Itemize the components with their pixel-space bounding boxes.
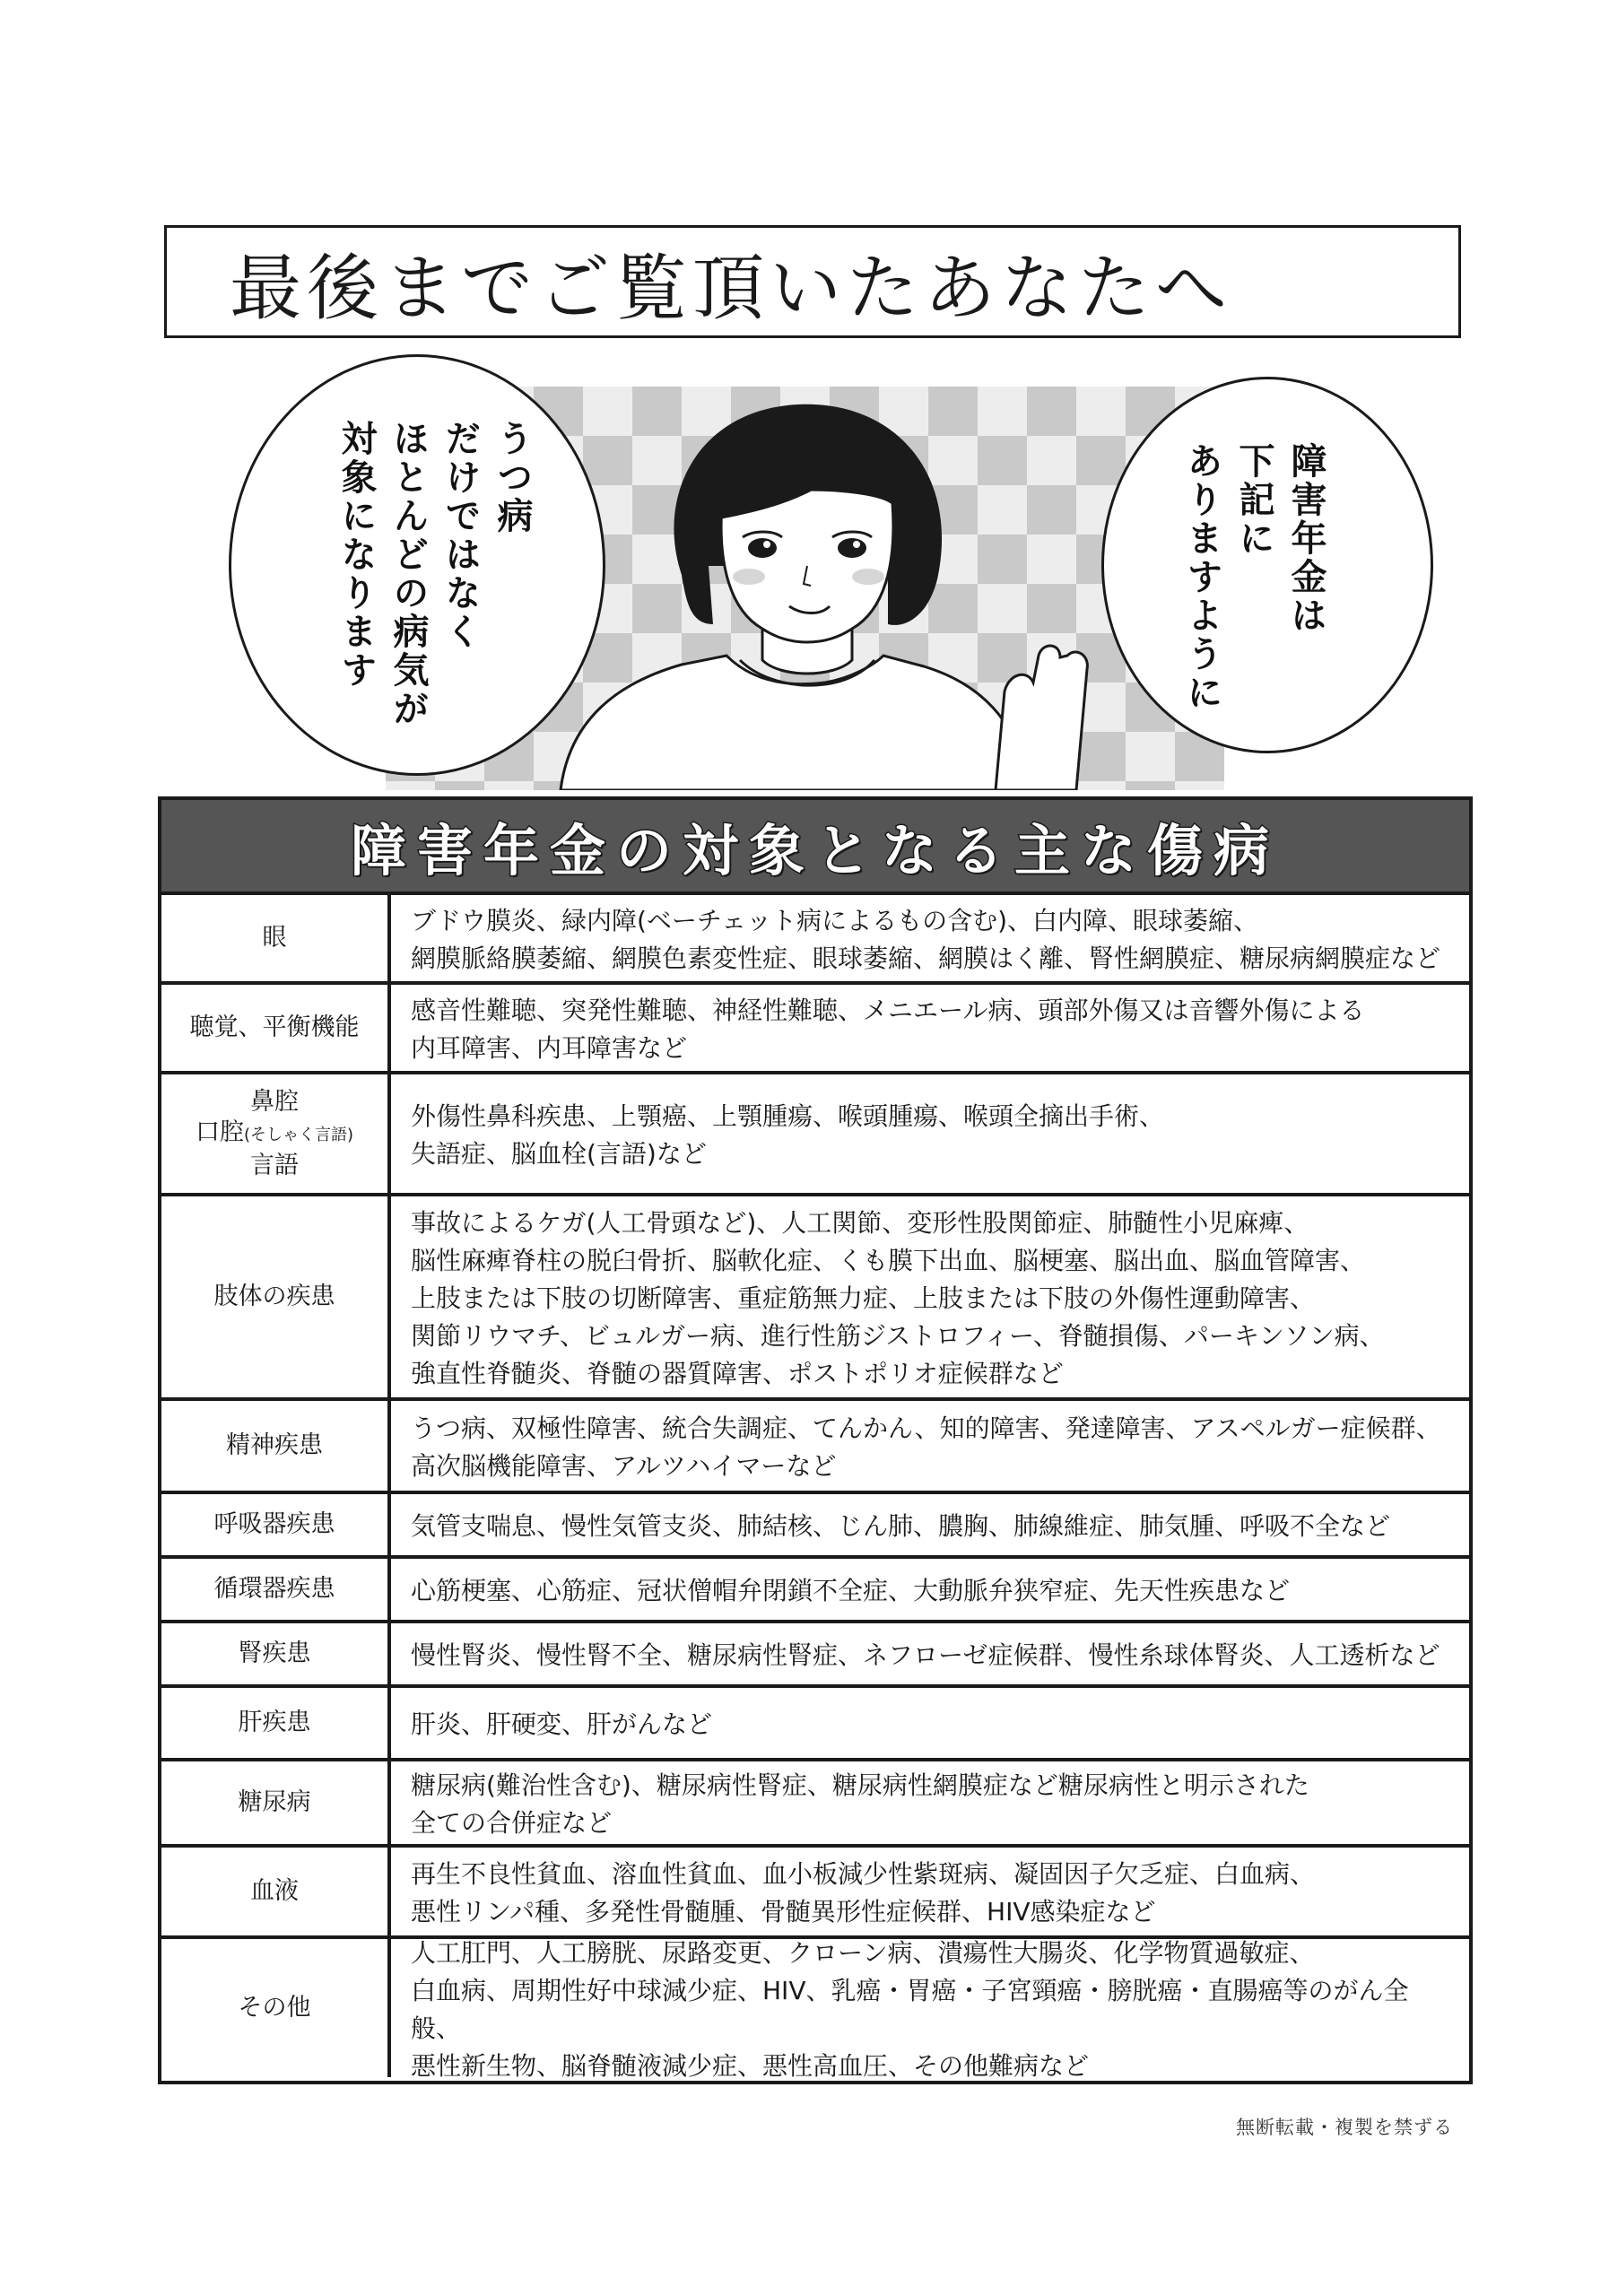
description-cell: 事故によるケガ(人工骨頭など)、人工関節、変形性股関節症、肺髄性小児麻痺、 脳性麻痺脊柱の脱臼骨折、脳軟化症、くも膜下出血、脳梗塞、脳出血、脳血管障害、 上肢または下肢の切断障害、重症筋無力症、上肢または下肢の外傷性運動障害、 関節リウマチ、ビュルガー病、進行性筋ジストロフィー、脊髄損傷、パーキンソン病、 強直性脊髄炎、脊髄の器質障害、ポストポリオ症候群など (411, 1208, 1385, 1388)
table-row (161, 1848, 1469, 1939)
category-cell (161, 1074, 391, 1193)
category-cell: 聴覚、平衡機能 (161, 985, 391, 1071)
category-cell: 眼 (161, 895, 391, 981)
table-row (161, 1401, 1469, 1494)
page-title-box (164, 225, 1461, 338)
table-header-title: 障害年金の対象となる主な傷病 (350, 817, 1280, 883)
speech-bubble-left-text: うつ病 だけではなく ほとんどの病気が 対象になります (335, 420, 533, 728)
category-cell: 精神疾患 (161, 1401, 391, 1491)
description-cell: 慢性腎炎、慢性腎不全、糖尿病性腎症、ネフローゼ症候群、慢性糸球体腎炎、人工透析など (411, 1640, 1440, 1670)
category-cell: 糖尿病 (161, 1761, 391, 1844)
description-cell: 外傷性鼻科疾患、上顎癌、上顎腫瘍、喉頭腫瘍、喉頭全摘出手術、 失語症、脳血栓(言語)など (411, 1101, 1165, 1169)
category-cell: 腎疾患 (161, 1623, 391, 1684)
table-row (161, 1938, 1469, 2081)
category-line: 言語 (249, 1151, 299, 1179)
category-cell: 呼吸器疾患 (161, 1494, 391, 1555)
description-cell: ブドウ膜炎、緑内障(ベーチェット病によるもの含む)、白内障、眼球萎縮、 網膜脈絡膜萎縮、網膜色素変性症、眼球萎縮、網膜はく離、腎性網膜症、糖尿病網膜症など (411, 906, 1441, 973)
disease-table (158, 796, 1473, 2084)
category-cell: 循環器疾患 (161, 1559, 391, 1620)
table-row (161, 1494, 1469, 1559)
table-header (161, 800, 1469, 895)
category-cell: 肢体の疾患 (161, 1196, 391, 1397)
description-cell: 人工肛門、人工膀胱、尿路変更、クローン病、潰瘍性大腸炎、化学物質過敏症、 白血病、周期性好中球減少症、HIV、乳癌・胃癌・子宮頸癌・膀胱癌・直腸癌等のがん全般、 悪性新生物、脳脊髄液減少症、悪性高血圧、その他難病など (411, 1938, 1409, 2081)
category-cell: 肝疾患 (161, 1688, 391, 1758)
page-title: 最後までご覧頂いたあなたへ (230, 246, 1232, 330)
speech-bubble-right-text: 障害年金は 下記に ありますように (1181, 442, 1327, 712)
category-line: 鼻腔 (249, 1087, 299, 1116)
description-cell: うつ病、双極性障害、統合失調症、てんかん、知的障害、発達障害、アスペルガー症候群、 高次脳機能障害、アルツハイマーなど (411, 1413, 1441, 1481)
category-cell: 血液 (161, 1848, 391, 1935)
description-cell: 感音性難聴、突発性難聴、神経性難聴、メニエール病、頭部外傷又は音響外傷による 内耳障害、内耳障害など (411, 996, 1365, 1063)
copyright-note: 無断転載・複製を禁ずる (1236, 2117, 1453, 2138)
table-row (161, 1196, 1469, 1401)
description-cell: 糖尿病(難治性含む)、糖尿病性腎症、糖尿病性網膜症など糖尿病性と明示された 全ての合併症など (411, 1770, 1309, 1838)
category-line: 口腔 (195, 1118, 244, 1146)
category-sub-line: (そしゃく言語) (243, 1125, 354, 1144)
table-row (161, 1688, 1469, 1761)
category-cell: その他 (161, 1939, 391, 2077)
table-row (161, 1559, 1469, 1623)
table-row (161, 1761, 1469, 1848)
table-row (161, 1074, 1469, 1196)
speech-bubble-left (229, 354, 605, 776)
table-row (161, 895, 1469, 985)
description-cell: 気管支喘息、慢性気管支炎、肺結核、じん肺、膿胸、肺線維症、肺気腫、呼吸不全など (411, 1511, 1391, 1541)
description-cell: 再生不良性貧血、溶血性貧血、血小板減少性紫斑病、凝固因子欠乏症、白血病、 悪性リンパ種、多発性骨髄腫、骨髄異形性症候群、HIV感染症など (411, 1859, 1316, 1926)
table-row (161, 1623, 1469, 1688)
description-cell: 心筋梗塞、心筋症、冠状僧帽弁閉鎖不全症、大動脈弁狭窄症、先天性疾患など (411, 1576, 1291, 1605)
table-row (161, 985, 1469, 1074)
description-cell: 肝炎、肝硬変、肝がんなど (411, 1709, 713, 1739)
speech-bubble-right (1101, 377, 1433, 753)
